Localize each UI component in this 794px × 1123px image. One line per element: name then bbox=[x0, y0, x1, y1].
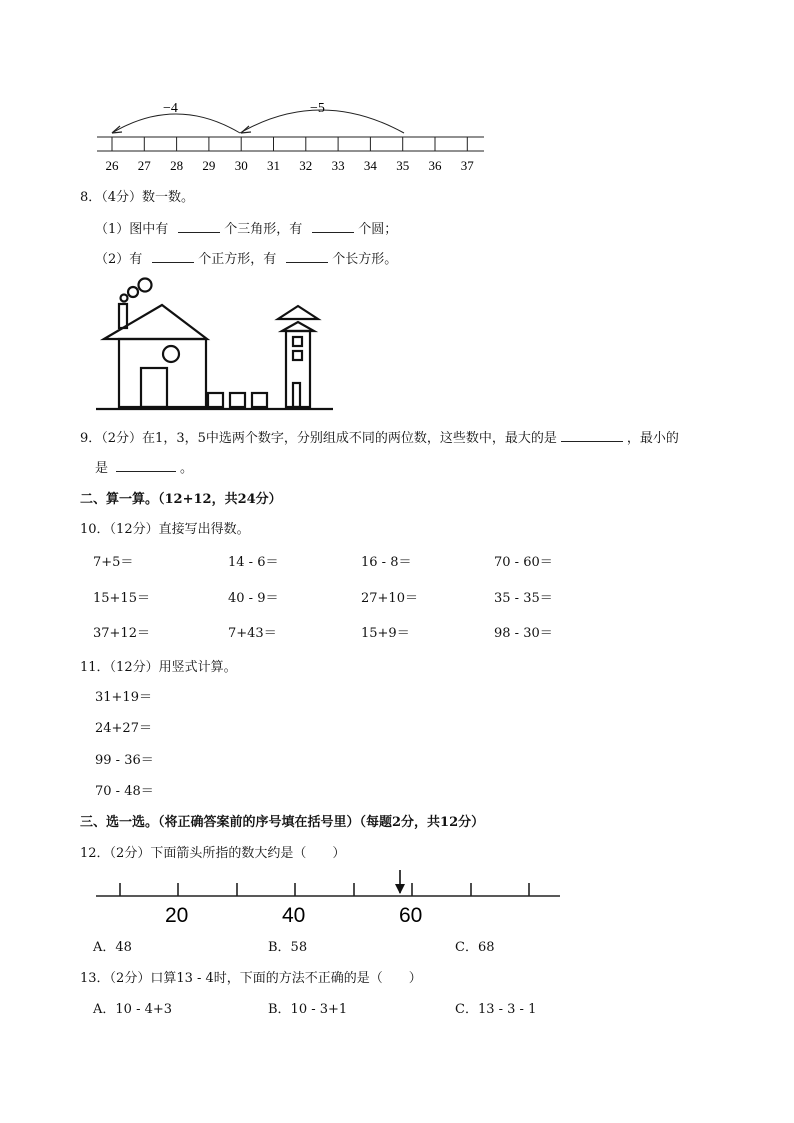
answer-blank[interactable] bbox=[312, 220, 354, 233]
answer-blank[interactable] bbox=[152, 250, 194, 263]
number-line-label: 29 bbox=[202, 158, 216, 173]
number-line-label: 32 bbox=[299, 158, 313, 173]
number-line-jumps bbox=[0, 95, 794, 180]
q9-line1: 9．（2分）在1，3，5中选两个数字，分别组成不同的两位数，这些数中，最大的是 ，最小的 bbox=[80, 431, 679, 446]
q9-line2: 是 。 bbox=[95, 461, 194, 476]
q10-item: 37+12＝ bbox=[93, 626, 150, 641]
q10-item: 98 - 30＝ bbox=[494, 626, 553, 641]
q13-option-c[interactable]: C．13 - 3 - 1 bbox=[455, 1002, 537, 1017]
number-line-label: 37 bbox=[460, 158, 474, 173]
number-line-label: 31 bbox=[267, 158, 280, 173]
q12-option-b[interactable]: B．58 bbox=[268, 940, 308, 955]
jump-arc-minus-4 bbox=[112, 114, 240, 133]
q8-title: 8．（4分）数一数。 bbox=[80, 190, 195, 205]
q10-item: 15+9＝ bbox=[361, 626, 410, 641]
q10-item: 15+15＝ bbox=[93, 591, 150, 606]
number-line-label: 33 bbox=[331, 158, 345, 173]
q10-item: 7+43＝ bbox=[228, 626, 277, 641]
q12-number-line bbox=[90, 866, 565, 928]
q10-item: 40 - 9＝ bbox=[228, 591, 279, 606]
number-line-label: 34 bbox=[363, 158, 377, 173]
q13-option-a[interactable]: A．10 - 4+3 bbox=[93, 1002, 173, 1017]
section-3-title: 三、选一选。（将正确答案前的序号填在括号里）（每题2分，共12分） bbox=[80, 815, 485, 830]
q10-item: 70 - 60＝ bbox=[494, 555, 553, 570]
q12-title: 12．（2分）下面箭头所指的数大约是（ ） bbox=[80, 846, 346, 861]
arrow-head-left bbox=[112, 126, 122, 133]
jump-label-right: −5 bbox=[310, 101, 325, 116]
q11-title: 11．（12分）用竖式计算。 bbox=[80, 660, 237, 675]
q8-line2: （2）有 个正方形，有 个长方形。 bbox=[95, 252, 398, 267]
section-2-title: 二、算一算。（12+12，共24分） bbox=[80, 492, 282, 507]
answer-blank-largest[interactable] bbox=[561, 429, 623, 442]
q8-line1: （1）图中有 个三角形，有 个圆； bbox=[95, 222, 398, 237]
axis-label: 60 bbox=[399, 904, 423, 927]
q13-title: 13．（2分）口算13 - 4时，下面的方法不正确的是（ ） bbox=[80, 971, 422, 986]
q10-item: 16 - 8＝ bbox=[361, 555, 412, 570]
q10-title: 10．（12分）直接写出得数。 bbox=[80, 522, 250, 537]
q10-item: 35 - 35＝ bbox=[494, 591, 553, 606]
number-line-label: 27 bbox=[137, 158, 151, 173]
number-line-label: 30 bbox=[234, 158, 248, 173]
q13-option-b[interactable]: B．10 - 3+1 bbox=[268, 1002, 348, 1017]
q10-item: 27+10＝ bbox=[361, 591, 418, 606]
q11-item: 24+27＝ bbox=[95, 721, 152, 736]
q10-item: 14 - 6＝ bbox=[228, 555, 279, 570]
jump-label-left: −4 bbox=[163, 101, 178, 116]
axis-label: 20 bbox=[165, 904, 189, 927]
q11-item: 31+19＝ bbox=[95, 690, 152, 705]
number-line-label: 28 bbox=[170, 158, 184, 173]
q10-item: 7+5＝ bbox=[93, 555, 134, 570]
answer-blank[interactable] bbox=[178, 220, 220, 233]
axis-label: 40 bbox=[282, 904, 306, 927]
number-line-label: 36 bbox=[428, 158, 442, 173]
number-line-label: 26 bbox=[105, 158, 119, 173]
q12-option-a[interactable]: A．48 bbox=[93, 940, 132, 955]
number-line-label: 35 bbox=[396, 158, 410, 173]
q12-option-c[interactable]: C．68 bbox=[455, 940, 495, 955]
q11-item: 70 - 48＝ bbox=[95, 784, 154, 799]
pointer-arrow-icon bbox=[395, 870, 405, 894]
answer-blank[interactable] bbox=[286, 250, 328, 263]
answer-blank-smallest[interactable] bbox=[116, 459, 176, 472]
q11-item: 99 - 36＝ bbox=[95, 753, 154, 768]
house-tower-figure bbox=[90, 272, 340, 414]
